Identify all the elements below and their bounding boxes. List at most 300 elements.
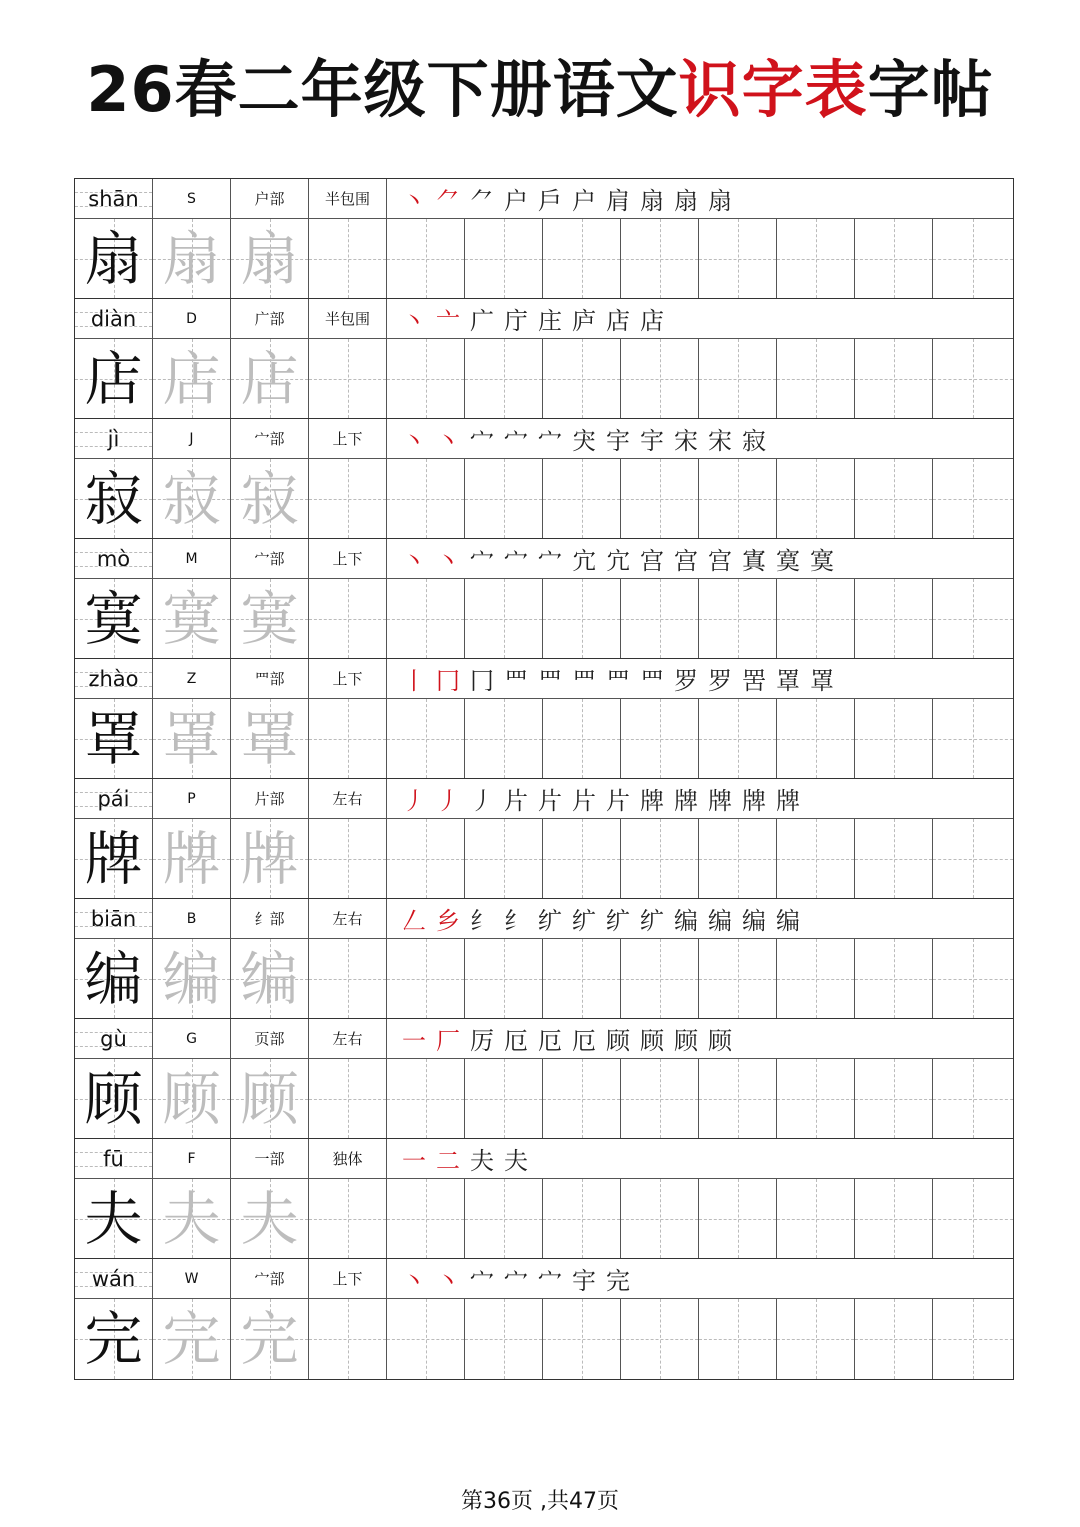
model-char-cell [75,339,153,418]
writing-grid-row [75,1179,1013,1259]
blank-practice-cell[interactable] [933,699,1013,778]
initial-letter: J [153,419,231,458]
stroke-step: 宀 [538,547,562,575]
stroke-step: 片 [504,787,528,815]
stroke-step: 扇 [640,187,664,215]
initial-letter: S [153,179,231,218]
stroke-step: 寞 [810,547,834,575]
stroke-step: 宋 [674,427,698,455]
stroke-step: 丨 [402,667,426,695]
stroke-step: 顾 [708,1027,732,1055]
initial-letter: Z [153,659,231,698]
stroke-step: 宀 [470,427,494,455]
info-row [75,899,1013,939]
pinyin-cell [75,539,153,578]
info-row [75,1259,1013,1299]
pinyin-cell [75,299,153,338]
pinyin-text: wán [91,1267,136,1291]
page-title [0,50,1080,130]
trace-character: 店 [240,344,299,413]
blank-practice-cell[interactable] [699,939,777,1018]
blank-practice-cell[interactable] [543,819,621,898]
radical-label: 户部 [231,179,309,218]
title-part-3: 字帖 [867,53,994,126]
stroke-step: 丶 [402,187,426,215]
stroke-order [387,659,1013,698]
blank-practice-cell[interactable] [309,579,387,658]
blank-practice-cell[interactable] [621,579,699,658]
info-row [75,419,1013,459]
model-character: 扇 [84,224,143,293]
title-part-1: 26春二年级下册语文 [86,53,679,126]
structure-label: 半包围 [309,299,387,338]
blank-practice-cell[interactable] [543,939,621,1018]
stroke-step: 夫 [504,1147,528,1175]
stroke-step: 编 [742,907,766,935]
stroke-step: 𠃋 [402,907,426,935]
stroke-step: 片 [538,787,562,815]
blank-practice-cell[interactable] [699,1059,777,1138]
blank-practice-cell[interactable] [699,819,777,898]
stroke-step: 牌 [776,787,800,815]
blank-practice-cell[interactable] [621,1179,699,1258]
pinyin-cell [75,659,153,698]
stroke-order [387,1019,1013,1058]
blank-practice-cell[interactable] [465,219,543,298]
stroke-order [387,899,1013,938]
trace-character: 夫 [240,1184,299,1253]
stroke-step: 丿 [436,787,460,815]
radical-label: 片部 [231,779,309,818]
stroke-step: 乡 [436,907,460,935]
structure-label: 上下 [309,659,387,698]
blank-practice-cell[interactable] [543,459,621,538]
blank-practice-cell[interactable] [309,819,387,898]
writing-grid-row [75,1059,1013,1139]
radical-label: 广部 [231,299,309,338]
stroke-step: 宫 [708,547,732,575]
stroke-step: 罒 [572,667,596,695]
blank-practice-cell[interactable] [387,1179,465,1258]
info-row [75,299,1013,339]
stroke-step: 罩 [810,667,834,695]
trace-cell [153,1299,231,1379]
trace-character: 寂 [162,464,221,533]
stroke-step: 户 [504,187,528,215]
blank-practice-cell[interactable] [387,219,465,298]
stroke-order [387,1259,1013,1298]
stroke-step: 编 [674,907,698,935]
stroke-step: 丶 [402,1267,426,1295]
stroke-step: 罒 [504,667,528,695]
stroke-step: 片 [572,787,596,815]
blank-practice-cell[interactable] [699,219,777,298]
blank-practice-cell[interactable] [777,219,855,298]
stroke-step: 纩 [572,907,596,935]
writing-grid-row [75,1299,1013,1379]
blank-practice-cell[interactable] [387,1299,465,1379]
stroke-step: 牌 [674,787,698,815]
blank-practice-cell[interactable] [543,1299,621,1379]
blank-practice-cell[interactable] [855,699,933,778]
stroke-step: 牌 [742,787,766,815]
model-character: 编 [84,944,143,1013]
stroke-step: 广 [470,307,494,335]
stroke-step: 庁 [504,307,528,335]
pinyin-text: jì [107,427,120,451]
blank-practice-cell[interactable] [777,459,855,538]
stroke-step: 罩 [776,667,800,695]
trace-character: 寂 [240,464,299,533]
stroke-step: 厄 [572,1027,596,1055]
stroke-step: 扇 [708,187,732,215]
stroke-step: 宀 [504,427,528,455]
blank-practice-cell[interactable] [465,339,543,418]
structure-label: 左右 [309,779,387,818]
initial-letter: P [153,779,231,818]
stroke-step: 戶 [538,187,562,215]
blank-practice-cell[interactable] [777,579,855,658]
model-character: 夫 [84,1184,143,1253]
initial-letter: B [153,899,231,938]
stroke-step: 店 [606,307,630,335]
pinyin-text: zhào [88,667,139,691]
trace-character: 编 [240,944,299,1013]
blank-practice-cell[interactable] [621,459,699,538]
blank-practice-cell[interactable] [465,459,543,538]
pinyin-text: fū [103,1147,124,1171]
pinyin-cell [75,1259,153,1298]
stroke-step: ⺈ [470,187,494,215]
stroke-step: 宇 [606,427,630,455]
writing-grid-row [75,699,1013,779]
trace-character: 扇 [162,224,221,293]
blank-practice-cell[interactable] [387,339,465,418]
pinyin-cell [75,899,153,938]
trace-character: 扇 [240,224,299,293]
pinyin-cell [75,179,153,218]
trace-cell [231,339,309,418]
model-char-cell [75,699,153,778]
trace-cell [153,579,231,658]
stroke-step: 顾 [606,1027,630,1055]
stroke-step: 纩 [606,907,630,935]
blank-practice-cell[interactable] [933,939,1013,1018]
title-part-2-highlight: 识字表 [678,53,868,126]
blank-practice-cell[interactable] [855,939,933,1018]
trace-cell [231,219,309,298]
stroke-step: 纩 [640,907,664,935]
trace-character: 编 [162,944,221,1013]
blank-practice-cell[interactable] [309,939,387,1018]
blank-practice-cell[interactable] [543,699,621,778]
stroke-step: 宀 [538,1267,562,1295]
stroke-step: 完 [606,1267,630,1295]
model-char-cell [75,1179,153,1258]
stroke-step: 丶 [402,427,426,455]
info-row [75,179,1013,219]
blank-practice-cell[interactable] [933,459,1013,538]
blank-practice-cell[interactable] [387,459,465,538]
pinyin-text: diàn [90,307,137,331]
blank-practice-cell[interactable] [777,1179,855,1258]
stroke-step: 庐 [572,307,596,335]
structure-label: 上下 [309,1259,387,1298]
stroke-order [387,539,1013,578]
blank-practice-cell[interactable] [309,1059,387,1138]
blank-practice-cell[interactable] [621,699,699,778]
stroke-step: 纟 [504,907,528,935]
trace-cell [153,699,231,778]
blank-practice-cell[interactable] [621,219,699,298]
blank-practice-cell[interactable] [309,339,387,418]
model-char-cell [75,1059,153,1138]
info-row [75,539,1013,579]
radical-label: 罒部 [231,659,309,698]
blank-practice-cell[interactable] [465,1299,543,1379]
blank-practice-cell[interactable] [621,939,699,1018]
pinyin-text: mò [96,547,131,571]
trace-character: 店 [162,344,221,413]
stroke-step: ⺈ [436,187,460,215]
blank-practice-cell[interactable] [621,339,699,418]
blank-practice-cell[interactable] [309,1299,387,1379]
blank-practice-cell[interactable] [933,219,1013,298]
writing-grid-row [75,219,1013,299]
blank-practice-cell[interactable] [933,1179,1013,1258]
blank-practice-cell[interactable] [855,219,933,298]
stroke-step: 丶 [402,547,426,575]
stroke-step: 丶 [436,547,460,575]
blank-practice-cell[interactable] [699,1179,777,1258]
trace-character: 牌 [240,824,299,893]
stroke-step: 罒 [606,667,630,695]
stroke-step: 片 [606,787,630,815]
model-char-cell [75,219,153,298]
pinyin-cell [75,419,153,458]
writing-grid-row [75,939,1013,1019]
model-character: 顾 [84,1064,143,1133]
blank-practice-cell[interactable] [387,939,465,1018]
blank-practice-cell[interactable] [777,819,855,898]
stroke-step: 肩 [606,187,630,215]
stroke-step: 罒 [640,667,664,695]
model-character: 罩 [84,704,143,773]
info-row [75,779,1013,819]
stroke-step: 丿 [470,787,494,815]
stroke-step: 厉 [470,1027,494,1055]
blank-practice-cell[interactable] [387,819,465,898]
stroke-step: 编 [776,907,800,935]
trace-cell [153,939,231,1018]
blank-practice-cell[interactable] [621,819,699,898]
stroke-order [387,1139,1013,1178]
stroke-step: 亠 [436,307,460,335]
blank-practice-cell[interactable] [387,1059,465,1138]
blank-practice-cell[interactable] [933,1059,1013,1138]
trace-character: 罩 [162,704,221,773]
blank-practice-cell[interactable] [699,699,777,778]
blank-practice-cell[interactable] [933,1299,1013,1379]
stroke-step: 宀 [504,547,528,575]
writing-grid-row [75,339,1013,419]
info-row [75,659,1013,699]
stroke-order [387,419,1013,458]
blank-practice-cell[interactable] [309,1179,387,1258]
trace-character: 寞 [240,584,299,653]
practice-sheet [74,178,1014,1380]
blank-practice-cell[interactable] [699,339,777,418]
radical-label: 宀部 [231,419,309,458]
model-char-cell [75,459,153,538]
initial-letter: W [153,1259,231,1298]
stroke-step: 丶 [402,307,426,335]
stroke-order [387,179,1013,218]
trace-character: 寞 [162,584,221,653]
initial-letter: D [153,299,231,338]
blank-practice-cell[interactable] [465,699,543,778]
model-char-cell [75,1299,153,1379]
pinyin-text: shān [88,187,139,211]
blank-practice-cell[interactable] [777,339,855,418]
stroke-step: 宀 [470,547,494,575]
stroke-step: 牌 [640,787,664,815]
stroke-step: 夫 [470,1147,494,1175]
blank-practice-cell[interactable] [465,819,543,898]
stroke-step: 罗 [708,667,732,695]
blank-practice-cell[interactable] [777,939,855,1018]
blank-practice-cell[interactable] [621,1059,699,1138]
blank-practice-cell[interactable] [309,459,387,538]
info-row [75,1139,1013,1179]
blank-practice-cell[interactable] [777,699,855,778]
blank-practice-cell[interactable] [465,939,543,1018]
structure-label: 左右 [309,1019,387,1058]
blank-practice-cell[interactable] [855,1179,933,1258]
stroke-step: 丶 [436,427,460,455]
stroke-step: 宫 [674,547,698,575]
blank-practice-cell[interactable] [543,339,621,418]
blank-practice-cell[interactable] [855,579,933,658]
stroke-step: 寞 [776,547,800,575]
stroke-step: 二 [436,1147,460,1175]
blank-practice-cell[interactable] [699,1299,777,1379]
structure-label: 上下 [309,419,387,458]
trace-character: 夫 [162,1184,221,1253]
blank-practice-cell[interactable] [465,1179,543,1258]
radical-label: 一部 [231,1139,309,1178]
trace-cell [231,579,309,658]
blank-practice-cell[interactable] [699,459,777,538]
stroke-step: 顾 [640,1027,664,1055]
trace-cell [153,1179,231,1258]
blank-practice-cell[interactable] [543,219,621,298]
trace-cell [231,819,309,898]
pinyin-text: pái [97,787,130,811]
pinyin-text: gù [100,1027,127,1051]
blank-practice-cell[interactable] [855,459,933,538]
blank-practice-cell[interactable] [309,219,387,298]
info-row [75,1019,1013,1059]
stroke-step: 冂 [470,667,494,695]
stroke-step: 宀 [504,1267,528,1295]
blank-practice-cell[interactable] [465,1059,543,1138]
blank-practice-cell[interactable] [465,579,543,658]
trace-character: 完 [162,1305,221,1373]
initial-letter: M [153,539,231,578]
structure-label: 独体 [309,1139,387,1178]
model-char-cell [75,579,153,658]
structure-label: 半包围 [309,179,387,218]
radical-label: 纟部 [231,899,309,938]
stroke-step: 庄 [538,307,562,335]
trace-cell [153,819,231,898]
blank-practice-cell[interactable] [933,819,1013,898]
blank-practice-cell[interactable] [543,579,621,658]
stroke-step: 一 [402,1147,426,1175]
trace-cell [231,1059,309,1138]
stroke-step: 宇 [640,427,664,455]
writing-grid-row [75,579,1013,659]
stroke-order [387,299,1013,338]
trace-character: 罩 [240,704,299,773]
structure-label: 左右 [309,899,387,938]
stroke-step: 宀 [470,1267,494,1295]
trace-cell [153,459,231,538]
stroke-step: 冂 [436,667,460,695]
trace-cell [231,1299,309,1379]
stroke-step: 寘 [742,547,766,575]
blank-practice-cell[interactable] [933,339,1013,418]
trace-cell [231,699,309,778]
pinyin-text: biān [90,907,137,931]
blank-practice-cell[interactable] [387,699,465,778]
model-character: 店 [84,344,143,413]
stroke-step: 牌 [708,787,732,815]
pinyin-cell [75,1019,153,1058]
blank-practice-cell[interactable] [855,1299,933,1379]
blank-practice-cell[interactable] [621,1299,699,1379]
blank-practice-cell[interactable] [309,699,387,778]
blank-practice-cell[interactable] [855,1059,933,1138]
trace-cell [153,339,231,418]
stroke-step: 户 [572,187,596,215]
trace-character: 完 [240,1305,299,1373]
stroke-step: 厄 [538,1027,562,1055]
blank-practice-cell[interactable] [855,819,933,898]
model-character: 完 [84,1305,143,1373]
blank-practice-cell[interactable] [699,579,777,658]
blank-practice-cell[interactable] [777,1299,855,1379]
radical-label: 页部 [231,1019,309,1058]
blank-practice-cell[interactable] [933,579,1013,658]
stroke-step: 罟 [742,667,766,695]
stroke-step: 宋 [708,427,732,455]
stroke-step: 编 [708,907,732,935]
pinyin-cell [75,779,153,818]
page-number: 第36页 ,共47页 [461,1489,619,1514]
blank-practice-cell[interactable] [777,1059,855,1138]
stroke-step: 丶 [436,1267,460,1295]
stroke-step: 宂 [606,547,630,575]
structure-label: 上下 [309,539,387,578]
trace-cell [153,219,231,298]
blank-practice-cell[interactable] [387,579,465,658]
model-character: 牌 [84,824,143,893]
blank-practice-cell[interactable] [855,339,933,418]
blank-practice-cell[interactable] [543,1179,621,1258]
blank-practice-cell[interactable] [543,1059,621,1138]
